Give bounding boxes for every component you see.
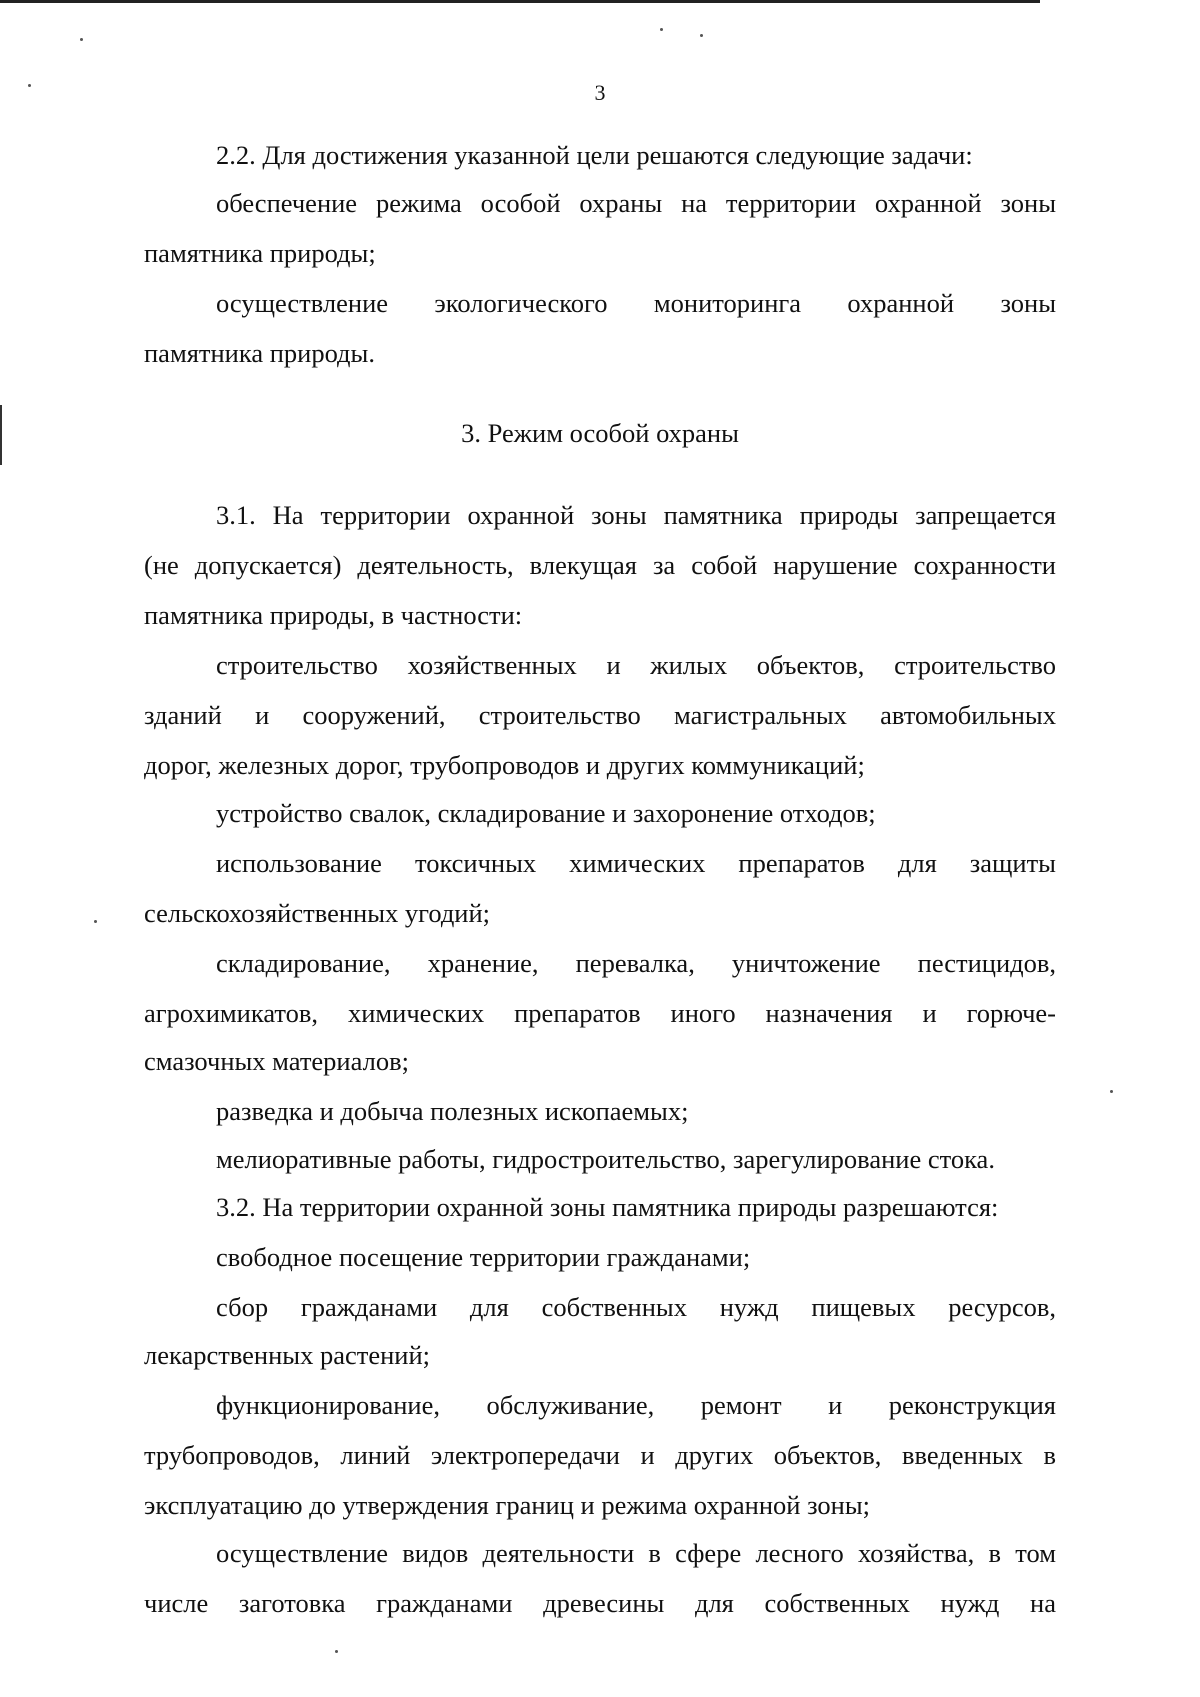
text-line: памятника природы; [144, 238, 376, 268]
scan-speck [80, 38, 83, 41]
text-line: осуществление видов деятельности в сфере лесного хозяйства, в том [216, 1538, 1056, 1568]
text-line: 3.2. На территории охранной зоны памятника природы разрешаются: [216, 1192, 999, 1222]
text-line: мелиоративные работы, гидростроительство, зарегулирование стока. [216, 1144, 995, 1174]
scan-speck [660, 28, 663, 31]
text-line: устройство свалок, складирование и захоронение отходов; [216, 798, 876, 828]
text-line: сельскохозяйственных угодий; [144, 898, 491, 928]
text-line: трубопроводов, линий электропередачи и других объектов, введенных в [144, 1440, 1056, 1470]
page-number: 3 [594, 80, 606, 105]
section-heading: 3. Режим особой охраны [461, 418, 739, 448]
text-line: памятника природы. [144, 338, 375, 368]
text-line: строительство хозяйственных и жилых объектов, строительство [216, 650, 1056, 680]
text-line: памятника природы, в частности: [144, 600, 523, 630]
scan-speck [1110, 1090, 1113, 1093]
text-line: функционирование, обслуживание, ремонт и реконструкция [216, 1390, 1056, 1420]
text-line: осуществление экологического мониторинга охранной зоны [216, 288, 1056, 318]
text-line: смазочных материалов; [144, 1046, 409, 1076]
text-line: числе заготовка гражданами древесины для собственных нужд на [144, 1588, 1056, 1618]
text-line: сбор гражданами для собственных нужд пищевых ресурсов, [216, 1292, 1056, 1322]
scan-speck [335, 1650, 338, 1653]
text-line: разведка и добыча полезных ископаемых; [216, 1096, 689, 1126]
text-line: дорог, железных дорог, трубопроводов и других коммуникаций; [144, 750, 865, 780]
text-line: зданий и сооружений, строительство магистральных автомобильных [144, 700, 1056, 730]
scan-top-border [0, 0, 1040, 3]
scan-speck [94, 920, 97, 923]
text-line: 2.2. Для достижения указанной цели решаются следующие задачи: [216, 140, 973, 170]
text-line: 3.1. На территории охранной зоны памятника природы запрещается [216, 500, 1056, 530]
text-line: обеспечение режима особой охраны на территории охранной зоны [216, 188, 1056, 218]
text-line: эксплуатацию до утверждения границ и режима охранной зоны; [144, 1490, 870, 1520]
text-line: агрохимикатов, химических препаратов иного назначения и горюче- [144, 998, 1056, 1028]
scan-speck [700, 34, 703, 37]
text-line: использование токсичных химических препаратов для защиты [216, 848, 1056, 878]
text-line: лекарственных растений; [144, 1340, 431, 1370]
text-line: (не допускается) деятельность, влекущая за собой нарушение сохранности [144, 550, 1056, 580]
text-line: складирование, хранение, перевалка, уничтожение пестицидов, [216, 948, 1056, 978]
text-line: свободное посещение территории гражданами; [216, 1242, 751, 1272]
